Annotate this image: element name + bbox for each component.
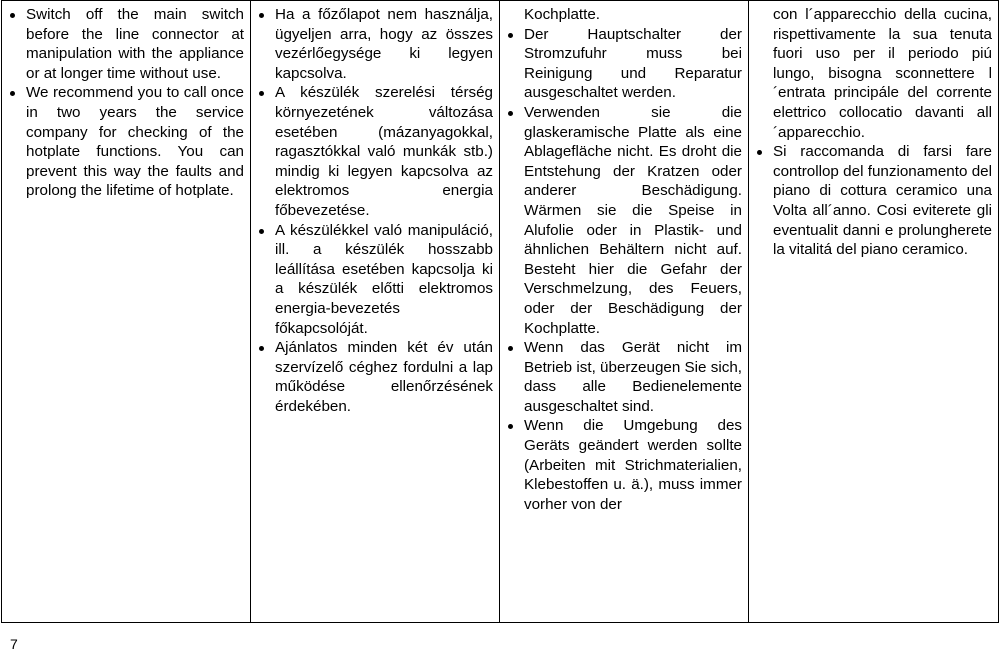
list-item [257,221,493,339]
list-item-text: Ajánlatos minden két év után szervízelő céghez fordulni a lap működése ellenőrzésének érdekében. [275,339,493,415]
list-item [257,5,493,83]
table-row [2,1,999,623]
bullet-icon [259,13,264,18]
bullet-icon [259,229,264,234]
list-item [257,83,493,220]
italian-bullet-list [755,142,992,260]
hungarian-bullet-list [257,5,493,416]
list-item-text: A készülék szerelési térség környezetének változása esetében (mázanyagokkal, ragasztókkal való munkák stb.) mindig ki legyen kapcsolva az elektromos energia főbevezetése. [275,84,493,219]
list-item [506,416,742,514]
continuation-text: Kochplatte. [524,6,600,23]
bullet-icon [508,111,513,116]
list-item-text: Wenn das Gerät nicht im Betrieb ist, überzeugen Sie sich, dass alle Bedienelemente ausgeschaltet sind. [524,339,742,415]
list-item-text: Si raccomanda di farsi fare controllop del funzionamento del piano di cottura ceramico una Volta all´anno. Cosi eviterete gli eventualit danni e prolungherete la vitalitá del piano ceramico. [773,143,992,259]
list-item [506,103,742,338]
bullet-icon [757,150,762,155]
column-english [2,1,251,623]
list-item-text: Switch off the main switch before the line connector at manipulation with the appliance or at longer time without use. [26,6,244,82]
german-bullet-list [506,25,742,515]
page-number: 7 [10,636,18,652]
list-item-text: Ha a főzőlapot nem használja, ügyeljen arra, hogy az összes vezérlőegysége ki legyen kapcsolva. [275,6,493,82]
bullet-icon [508,33,513,38]
bullet-icon [259,346,264,351]
bullet-icon [508,346,513,351]
list-item-text: We recommend you to call once in two years the service company for checking of the hotplate functions. You can prevent this way the faults and prolong the lifetime of hotplate. [26,84,244,200]
instructions-table [1,0,999,623]
list-item-text: Wenn die Umgebung des Geräts geändert werden sollte (Arbeiten mit Strichmaterialien, Klebestoffen u. ä.), muss immer vorher von der [524,417,742,513]
list-item [8,5,244,83]
bullet-icon [259,91,264,96]
list-item [8,83,244,201]
bullet-icon [508,424,513,429]
list-item [755,142,992,260]
bullet-icon [10,13,15,18]
list-item [506,338,742,416]
column-italian [749,1,999,623]
english-bullet-list [8,5,244,201]
continuation-text: con l´apparecchio della cucina, rispettivamente la sua tenuta fuori uso per il periodo piú lungo, bisogna sconnettere l´entrata principále del corrente elettrico collocatio davanti all´apparecchio. [773,6,992,141]
list-item-text: Verwenden sie die glaskeramische Platte als eine Ablagefläche nicht. Es droht die Entstehung der Kratzen oder anderer Beschädigung. Wärmen sie die Speise in Alufolie oder in Plastik- und ähnlichen Behältern nicht auf. Besteht hier die Gefahr der Verschmelzung, des Feuers, oder der Beschädigung der Kochplatte. [524,103,742,337]
list-item-text: A készülékkel való manipuláció, ill. a készülék hosszabb leállítása esetében kapcsolja ki a készülék előtti elektromos energia-bevezetés főkapcsolóját. [275,221,493,337]
list-item [506,25,742,103]
column-german [500,1,749,623]
column-hungarian [251,1,500,623]
list-item-text: Der Hauptschalter der Stromzufuhr muss bei Reinigung und Reparatur ausgeschaltet werden. [524,25,742,102]
list-item [257,338,493,416]
bullet-icon [10,91,15,96]
